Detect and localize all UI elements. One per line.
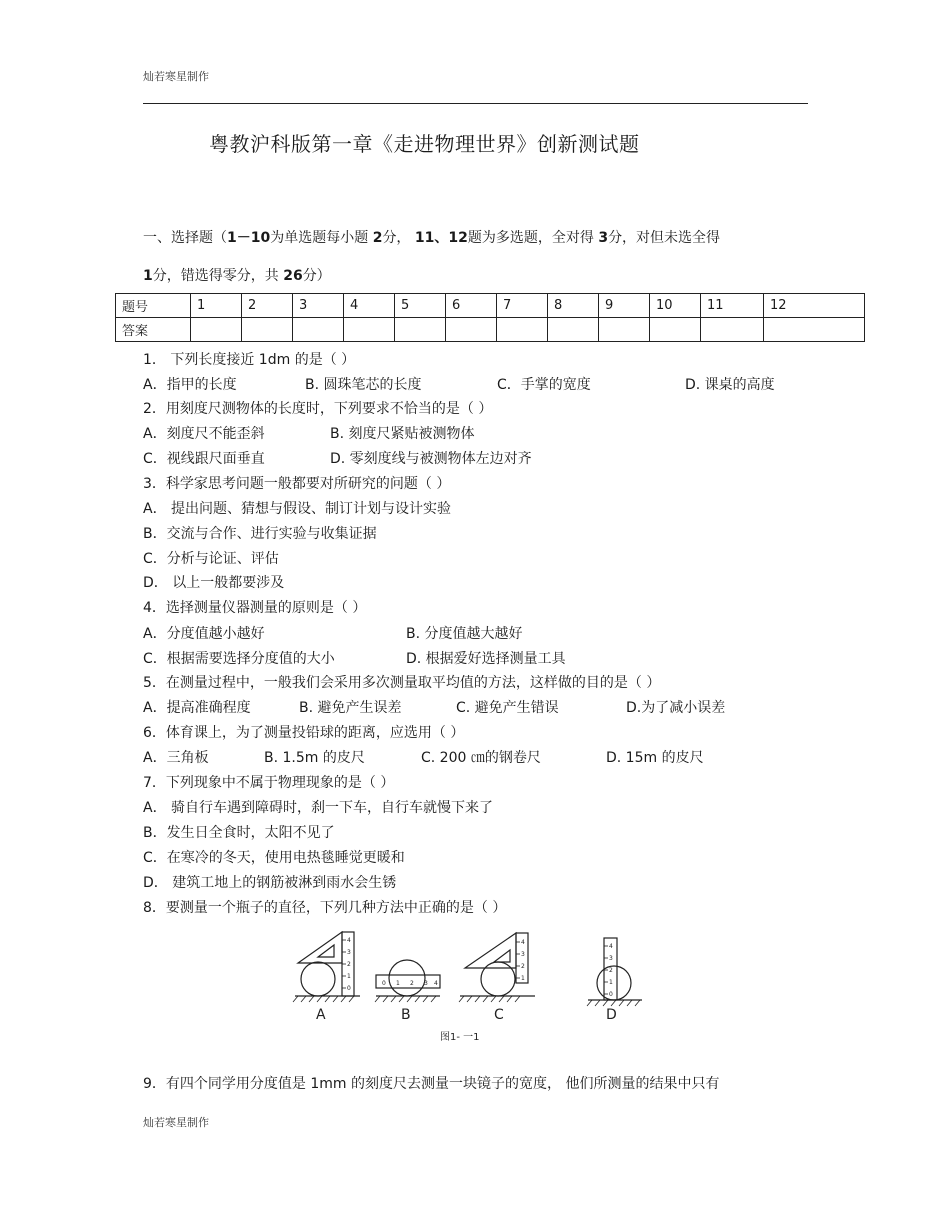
table-cell-number: 12 <box>764 294 865 318</box>
question-5-option-b: B. 避免产生误差 <box>299 700 402 716</box>
figure-d-tick: 2 <box>609 967 613 974</box>
answer-cell[interactable] <box>446 318 497 342</box>
table-cell-number: 8 <box>548 294 599 318</box>
question-7-option-c: C．在寒冷的冬天，使用电热毯睡觉更暖和 <box>143 850 405 866</box>
question-4-option-b: B. 分度值越大越好 <box>406 626 523 642</box>
section-instruction-line1: 一、选择题（1－10为单选题每小题 2分， 11、12题为多选题，全对得 3分，对但未选全得 <box>143 230 721 246</box>
figure-b-tick: 4 <box>434 980 438 987</box>
figure-a-tick: 1 <box>347 973 351 980</box>
figure-a-tick: 4 <box>347 937 351 944</box>
answer-cell[interactable] <box>395 318 446 342</box>
page-title: 粤教沪科版第一章《走进物理世界》创新测试题 <box>209 132 640 156</box>
figure-label-c: C <box>494 1007 504 1023</box>
question-6-option-b: B. 1.5m 的皮尺 <box>264 750 365 766</box>
table-cell-number: 9 <box>599 294 650 318</box>
question-4-option-a: A．分度值越小越好 <box>143 626 265 642</box>
question-5-option-c: C. 避免产生错误 <box>456 700 559 716</box>
answer-cell[interactable] <box>497 318 548 342</box>
question-5-option-d: D.为了减小误差 <box>626 700 726 716</box>
answer-cell[interactable] <box>293 318 344 342</box>
figure-label-b: B <box>401 1007 411 1023</box>
question-3-option-d: D． 以上一般都要涉及 <box>143 575 285 591</box>
header-divider <box>143 103 808 104</box>
question-1-option-c: C．手掌的宽度 <box>497 377 591 393</box>
question-8-stem: 8．要测量一个瓶子的直径，下列几种方法中正确的是（ ） <box>143 900 507 916</box>
table-cell-number: 7 <box>497 294 548 318</box>
question-7-option-d: D． 建筑工地上的钢筋被淋到雨水会生锈 <box>143 875 397 891</box>
figure-c-tick: 1 <box>521 975 525 982</box>
figure-c-tick: 3 <box>521 951 525 958</box>
answer-cell[interactable] <box>701 318 764 342</box>
question-3-stem: 3．科学家思考问题一般都要对所研究的问题（ ） <box>143 476 451 492</box>
question-1-option-d: D. 课桌的高度 <box>685 377 775 393</box>
question-2-option-b: B. 刻度尺紧贴被测物体 <box>330 426 475 442</box>
question-6-option-c: C. 200 ㎝的钢卷尺 <box>421 750 541 766</box>
table-cell-number: 11 <box>701 294 764 318</box>
figure-b-tick: 3 <box>424 980 428 987</box>
figure-c-tick: 2 <box>521 963 525 970</box>
question-2-option-d: D. 零刻度线与被测物体左边对齐 <box>330 451 532 467</box>
question-2-option-c: C．视线跟尺面垂直 <box>143 451 265 467</box>
figure-a-tick: 3 <box>347 949 351 956</box>
question-5-stem: 5．在测量过程中，一般我们会采用多次测量取平均值的方法，这样做的目的是（ ） <box>143 675 661 691</box>
answer-cell[interactable] <box>599 318 650 342</box>
question-3-option-a: A． 提出问题、猜想与假设、制订计划与设计实验 <box>143 501 452 517</box>
question-3-option-b: B．交流与合作、进行实验与收集证据 <box>143 526 377 542</box>
question-1-option-a: A．指甲的长度 <box>143 377 237 393</box>
table-row-numbers <box>116 294 865 318</box>
figure-b-tick: 2 <box>410 980 414 987</box>
question-3-option-c: C．分析与论证、评估 <box>143 551 279 567</box>
table-cell-number: 2 <box>242 294 293 318</box>
figure-d-tick: 0 <box>609 991 613 998</box>
question-4-option-d: D. 根据爱好选择测量工具 <box>406 651 566 667</box>
figure-label-d: D <box>606 1007 617 1023</box>
table-cell-number: 1 <box>191 294 242 318</box>
header-watermark: 灿若寒星制作 <box>143 70 209 83</box>
figure-d-diagram <box>587 938 642 1006</box>
answer-cell[interactable] <box>191 318 242 342</box>
question-4-stem: 4．选择测量仪器测量的原则是（ ） <box>143 600 367 616</box>
figure-b-tick: 0 <box>382 980 386 987</box>
answer-cell[interactable] <box>548 318 599 342</box>
answer-cell[interactable] <box>242 318 293 342</box>
question-7-option-a: A． 骑自行车遇到障碍时，刹一下车，自行车就慢下来了 <box>143 800 494 816</box>
figure-label-a: A <box>316 1007 326 1023</box>
question-4-option-c: C．根据需要选择分度值的大小 <box>143 651 335 667</box>
question-6-option-a: A．三角板 <box>143 750 209 766</box>
table-answer-label: 答案 <box>116 318 191 342</box>
question-2-stem: 2．用刻度尺测物体的长度时，下列要求不恰当的是（ ） <box>143 401 493 417</box>
answer-table <box>115 293 865 342</box>
figure-d-tick: 1 <box>609 979 613 986</box>
question-1-option-b: B. 圆珠笔芯的长度 <box>305 377 422 393</box>
question-2-option-a: A．刻度尺不能歪斜 <box>143 426 265 442</box>
table-cell-number: 10 <box>650 294 701 318</box>
table-row-answers <box>116 318 865 342</box>
answer-cell[interactable] <box>344 318 395 342</box>
question-5-option-a: A．提高准确程度 <box>143 700 251 716</box>
question-1-stem: 1． 下列长度接近 1dm 的是（ ） <box>143 352 356 368</box>
answer-cell[interactable] <box>650 318 701 342</box>
figure-c-tick: 4 <box>521 939 525 946</box>
table-cell-number: 6 <box>446 294 497 318</box>
table-cell-number: 4 <box>344 294 395 318</box>
answer-cell[interactable] <box>764 318 865 342</box>
question-9-stem: 9．有四个同学用分度值是 1mm 的刻度尺去测量一块镜子的宽度， 他们所测量的结果中只有 <box>143 1076 720 1092</box>
table-cell-number: 3 <box>293 294 344 318</box>
question-7-stem: 7．下列现象中不属于物理现象的是（ ） <box>143 775 395 791</box>
question-6-stem: 6．体育课上，为了测量投铅球的距离，应选用（ ） <box>143 725 465 741</box>
figure-a-tick: 0 <box>347 985 351 992</box>
figure-b-tick: 1 <box>396 980 400 987</box>
footer-watermark: 灿若寒星制作 <box>143 1116 209 1129</box>
section-instruction-line2: 1分，错选得零分，共 26分） <box>143 268 331 284</box>
table-header-label: 题号 <box>116 294 191 318</box>
question-7-option-b: B．发生日全食时，太阳不见了 <box>143 825 335 841</box>
question-6-option-d: D. 15m 的皮尺 <box>606 750 704 766</box>
figure-a-tick: 2 <box>347 961 351 968</box>
table-cell-number: 5 <box>395 294 446 318</box>
figure-d-tick: 3 <box>609 955 613 962</box>
figure-caption: 图1- 一1 <box>440 1032 480 1043</box>
figure-d-tick: 4 <box>609 943 613 950</box>
measurement-figure <box>290 930 660 1045</box>
